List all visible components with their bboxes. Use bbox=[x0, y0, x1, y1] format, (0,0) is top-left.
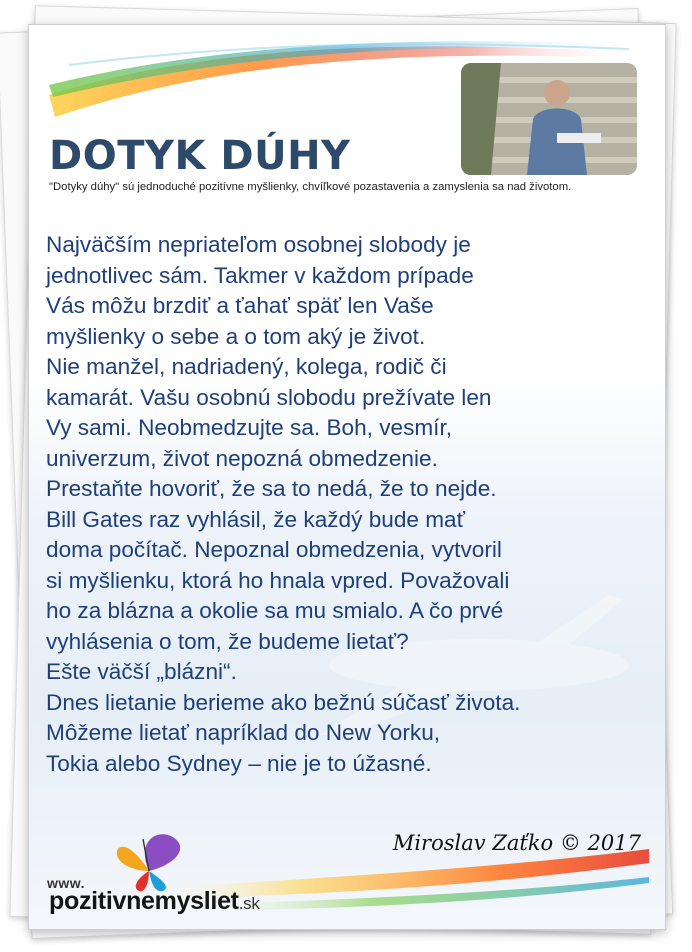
quote-line: ho za blázna a okolie sa mu smialo. A čo prvé bbox=[46, 598, 504, 623]
quote-card bbox=[28, 24, 666, 930]
quote-line: Dnes lietanie berieme ako bežnú súčasť života. bbox=[46, 689, 521, 715]
quote-line: myšlienky o sebe a o tom aký je život. bbox=[46, 323, 426, 349]
site-logo[interactable] bbox=[47, 831, 337, 921]
quote-line: Najväčším nepriateľom osobnej slobody je bbox=[46, 232, 471, 257]
quote-line: vyhlásenia o tom, že budeme lietať? bbox=[46, 628, 409, 654]
butterfly-icon bbox=[113, 831, 185, 893]
quote-line: Tokia alebo Sydney – nie je to úžasné. bbox=[46, 750, 432, 776]
logo-name bbox=[49, 887, 260, 916]
quote-line: Vás môžu brzdiť a ťahať späť len Vaše bbox=[46, 293, 434, 318]
quote-line: jednotlivec sám. Takmer v každom prípade bbox=[46, 262, 474, 288]
author-photo bbox=[461, 63, 637, 175]
author-signature: Miroslav Zaťko © 2017 bbox=[392, 831, 641, 855]
logo-tld: .sk bbox=[238, 894, 260, 913]
quote-line: doma počítač. Nepoznal obmedzenia, vytvoril bbox=[46, 537, 502, 562]
quote-line: Môžeme lietať napríklad do New Yorku, bbox=[46, 720, 441, 745]
logo-www: www. bbox=[47, 875, 86, 891]
quote-line: si myšlienku, ktorá ho hnala vpred. Považovali bbox=[46, 567, 510, 593]
logo-name-text: pozitivnemysliet bbox=[49, 887, 239, 915]
quote-line: Prestaňte hovoriť, že sa to nedá, že to nejde. bbox=[46, 476, 497, 501]
quote-line: Nie manžel, nadriadený, kolega, rodič či bbox=[46, 354, 447, 379]
quote-line: univerzum, život nepozná obmedzenie. bbox=[46, 445, 438, 471]
page-title: DOTYK DÚHY bbox=[49, 133, 351, 179]
quote-line: Ešte väčší „blázni“. bbox=[46, 659, 237, 684]
quote-line: Vy sami. Neobmedzujte sa. Boh, vesmír, bbox=[46, 415, 453, 440]
quote-line: kamarát. Vašu osobnú slobodu prežívate len bbox=[46, 384, 492, 410]
page-subtitle: "Dotyky dúhy" sú jednoduché pozitívne myšlienky, chvíľkové pozastavenia a zamyslenia sa nad životom. bbox=[49, 181, 572, 193]
quote-line: Bill Gates raz vyhlásil, že každý bude mať bbox=[46, 506, 466, 532]
quote-text bbox=[46, 230, 658, 779]
